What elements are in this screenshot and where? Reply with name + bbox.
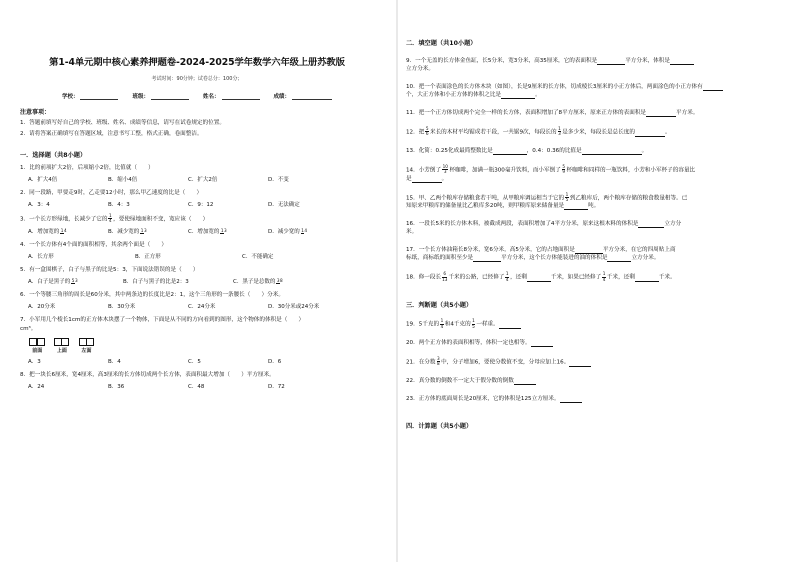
option: B．30分米 xyxy=(108,303,136,310)
section-calc-heading: 四．计算题（共5小题） xyxy=(406,422,473,430)
question-19: 19．5千克的 $\frac{1}{4}$ 和4千克的 $\frac{1}{5}$ 一样重。 xyxy=(406,319,780,329)
question-8: 8．把一块长6厘米，宽4厘米，高3厘米的长方体切成两个长方体，表面积最大增加（ ）平方厘米。 xyxy=(20,371,275,378)
option: D．减少宽的 14 xyxy=(268,227,308,235)
question-11: 11．把一个正方体切成两个完全一样的长方体，表面积增加了8平方厘米，原来正方体的表面积是 平方米。 xyxy=(406,110,699,116)
option: C．不能确定 xyxy=(242,253,274,260)
option: C．24分米 xyxy=(188,303,216,310)
question-15: 15．甲、乙两个粮库存储粮食若干吨，从甲粮库调运相当于它的 $\frac{1}{5}$ 到乙粮库后，两个粮库存储的粮食数量相等。已 知原来甲粮库的储备量比乙粮库多20吨，则甲粮库原来储备量是 吨。 xyxy=(406,191,688,210)
question-21: 21．在分数 $\frac{3}{8}$ 中，分子增加6，要使分数值不变，分母应加上16。 xyxy=(406,357,780,367)
option: D．无法确定 xyxy=(268,202,300,208)
option: B．4 xyxy=(108,358,121,365)
three-views-figure xyxy=(20,338,374,354)
section-fill-heading: 二．填空题（共10小题） xyxy=(406,40,477,47)
question-22: 22．真分数的倒数不一定大于假分数的倒数 xyxy=(406,377,780,385)
right-page xyxy=(398,0,794,562)
question-13: 13．化简：0.25化成最简整数比是 ，0.4：0.36的比值是 。 xyxy=(406,147,648,154)
option: C．扩大2倍 xyxy=(188,177,218,183)
question-1: 1．比的前项扩大2倍，后项缩小2倍，比值就（ ） xyxy=(20,165,154,171)
option: D．30分米或24分米 xyxy=(268,303,320,310)
field-name: 姓名： xyxy=(203,92,260,100)
question-14: 14．小芳倒了 $\frac{10}{3}$ 杯咖啡，加满一瓶300毫升饮料，而小军倒了 $\frac{5}{9}$ 杯咖啡和同样的一瓶饮料，小芳和小军杯子的容量比 是 。 xyxy=(406,163,696,182)
option: A．扩大4倍 xyxy=(28,177,58,183)
option: B．36 xyxy=(108,383,125,390)
question-2: 2．同一段路，甲要走9时，乙走要12小时，那么甲乙速度的比是（ ） xyxy=(20,190,203,196)
option: B．4：3 xyxy=(108,202,130,208)
question-10: 10．把一个表面涂色的长方体木块（如图），长是9厘米的长方体，切成棱长3厘米的小正方体后，两面涂色的小正方体有 个，大正方体和小正方体的体积之比是 。 xyxy=(406,83,780,99)
question-8-options xyxy=(20,383,374,391)
option: C．48 xyxy=(188,383,205,390)
option: A．长方形 xyxy=(28,253,54,260)
field-class: 班级： xyxy=(132,92,189,100)
option: B．正方形 xyxy=(135,253,161,260)
question-12: 12．把 $\frac{5}{6}$ 米长的木材平均锯成若干段，一共锯9次，每段长的 $\frac{1}{3}$ 是多少米，每段长是总长度的 。 xyxy=(406,126,671,137)
option: D．6 xyxy=(268,358,282,365)
question-4-options xyxy=(20,253,374,261)
option: A．3：4 xyxy=(28,202,50,208)
option: A．增加宽的 14 xyxy=(28,227,67,235)
question-7-options xyxy=(20,358,374,366)
field-school: 学校： xyxy=(62,92,119,100)
note-2: 2．请将答案正确填写在答题区域，注意书写工整，格式正确，卷面整洁。 xyxy=(20,131,203,137)
question-9: 9．一个无盖的长方体金鱼缸，长5分米，宽3分米，高35厘米，它的表面积是 平方分米，体积是 立方分米。 xyxy=(406,57,780,73)
option: A．24 xyxy=(28,383,45,390)
top-view: 上面 xyxy=(55,338,70,354)
question-23: 23．正方体的底面周长是20厘米，它的体积是125立方厘米。 xyxy=(406,395,780,403)
fraction: $\frac{1}{4}$ xyxy=(108,213,112,224)
field-score: 成绩： xyxy=(274,92,333,100)
option: B．白子与黑子的比是2：3 xyxy=(123,278,189,285)
question-2-options xyxy=(20,201,374,209)
section-choice-heading: 一．选择题（共8小题） xyxy=(20,152,87,159)
option: C．9：12 xyxy=(188,202,214,208)
question-5: 5．有一盒围棋子，白子与黑子的比是5：3，下面说法错误的是（ ） xyxy=(20,266,199,273)
option: A．白子是黑子的 53 xyxy=(28,277,78,285)
question-6-options xyxy=(20,303,374,311)
question-4: 4．一个长方体有4个面的面积相等，其余两个面是（ ） xyxy=(20,241,167,248)
option: D．不变 xyxy=(268,177,289,183)
option: D．72 xyxy=(268,383,285,390)
info-fields xyxy=(20,92,374,100)
note-1: 1．答题前填写好自己的学校、班级、姓名、成绩等信息，请写在试卷规定的位置。 xyxy=(20,120,225,126)
option: A．3 xyxy=(28,358,41,365)
question-18: 18．修一段长 $\frac{6}{13}$ 千米的公路，已经修了 $\frac{1}{4}$ ，还剩 千米，如果已经修了 $\frac{1}{4}$ 千米，还剩 千米。 xyxy=(406,271,676,282)
question-6: 6．一个等腰三角形的周长是60分米，其中两条边的长度比是2：1，这个三角形的一条腰长（ ）分米。 xyxy=(20,291,284,298)
exam-title: 第1-4单元期中核心素养押题卷-2024-2025学年数学六年级上册苏教版 xyxy=(49,57,345,68)
exam-meta: 考试时间：90分钟；试卷总分：100分； xyxy=(151,76,243,82)
option: C．黑子是总数的 38 xyxy=(233,277,283,285)
notes-heading: 注意事项： xyxy=(20,109,51,116)
question-3: 3．一个长方形绿地，长减少了它的 $\frac{1}{4}$ ，要使绿地面积不变，宽应该（ ） xyxy=(20,213,209,224)
question-3-options xyxy=(20,228,374,236)
left-view: 左面 xyxy=(79,338,94,354)
option: A．20分米 xyxy=(28,303,56,310)
option: B．缩小4倍 xyxy=(108,177,138,183)
question-16: 16．一段长5米的长方体木料，被截成两段，表面积增加了4平方分米，原来这根木料的体积是 立方分 米。 xyxy=(406,221,682,236)
front-view: 前面 xyxy=(30,338,45,354)
option: C．5 xyxy=(188,358,201,365)
question-5-options xyxy=(20,278,374,286)
question-7: 7．小军用几个棱长1cm的正方体木块摆了一个物体，下面是从不同的方向看到的图形，这个物体的体积是（ ） xyxy=(20,316,305,323)
left-page xyxy=(0,0,396,562)
section-judge-heading: 三．判断题（共5小题） xyxy=(406,302,473,310)
option: C．增加宽的 13 xyxy=(188,227,227,235)
question-1-options xyxy=(20,176,374,184)
question-7-unit: cm³。 xyxy=(20,325,37,332)
question-20: 20．两个正方体的表面积相等，体积一定也相等。 xyxy=(406,339,780,347)
option: B．减少宽的 13 xyxy=(108,227,147,235)
question-17: 17．一个长方体油箱长8分米，宽6分米，高5分米，它的占地面积是 平方分米，在它的四周贴上商 标纸，商标纸的面积至少是 平方分米，这个长方体能装进的油的体积是 立方分米。 xyxy=(406,247,676,262)
